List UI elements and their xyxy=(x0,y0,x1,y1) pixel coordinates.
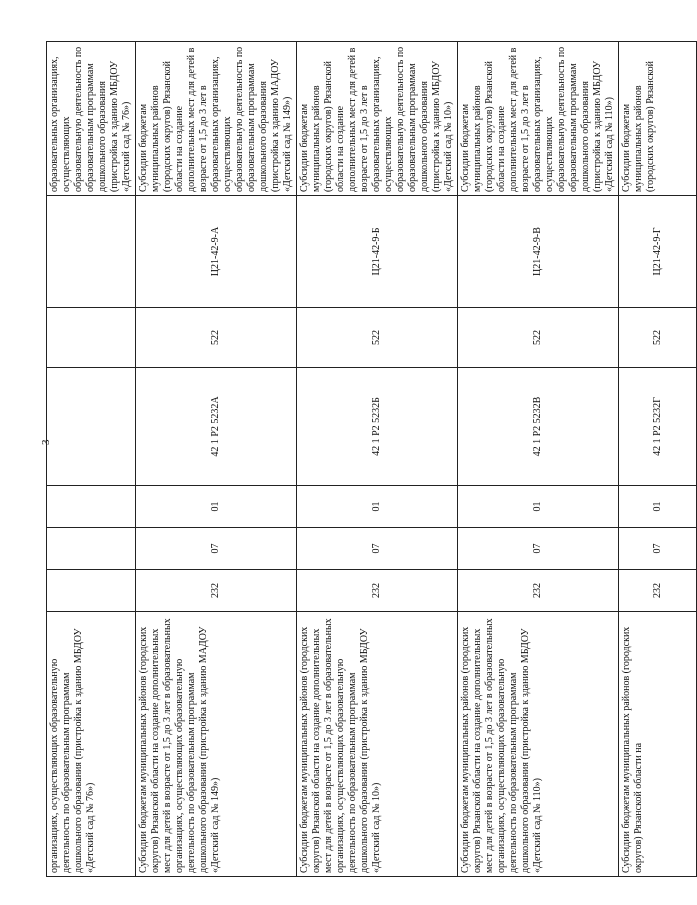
row-subsection: 01 xyxy=(136,486,297,528)
row-expense-type: 522 xyxy=(458,308,619,368)
row-expense-type xyxy=(47,308,136,368)
row-section xyxy=(47,528,136,570)
row-name: Субсидии бюджетам муниципальных районов (городских округов) Рязанской области на создание дополнительных мест для детей в возрасте от 1,5 до 3 лет в образовательных организациях, осуществляющих образовательную деятельность по образовательным программам дошкольного образования (пристройка к зданию МБДОУ «Детский сад № 110») xyxy=(458,612,619,877)
row-section: 07 xyxy=(136,528,297,570)
row-target-article: 42 1 P2 5232В xyxy=(458,368,619,486)
row-code-232: 232 xyxy=(136,570,297,612)
row-purpose-code: Ц21-42-9-Г xyxy=(619,196,697,308)
row-expense-type: 522 xyxy=(297,308,458,368)
row-purpose-code: Ц21-42-9-Б xyxy=(297,196,458,308)
row-code-232: 232 xyxy=(619,570,697,612)
row-name: Субсидии бюджетам муниципальных районов (городских округов) Рязанской области на создание дополнительных мест для детей в возрасте от 1,5 до 3 лет в образовательных организациях, осуществляющих образовательную деятельность по образовательным программам дошкольного образования (пристройка к зданию МАДОУ «Детский сад № 149») xyxy=(136,612,297,877)
row-target-article: 42 1 P2 5232Б xyxy=(297,368,458,486)
row-code-232 xyxy=(47,570,136,612)
row-subsection: 01 xyxy=(458,486,619,528)
row-purpose-code: Ц21-42-9-В xyxy=(458,196,619,308)
row-description: Субсидии бюджетам муниципальных районов (городских округов) Рязанской области на создание дополнительных мест для детей в возрасте от 1,5 до 3 лет в образовательных организациях, осуществляющих образовательную деятельность по образовательным программам дошкольного образования (пристройка к зданию МБДОУ «Детский сад № 10») xyxy=(297,42,458,196)
row-description: образовательных организациях, осуществляющих образовательную деятельность по образовательным программам дошкольного образования (пристройка к зданию МБДОУ «Детский сад № 76») xyxy=(47,42,136,196)
row-section: 07 xyxy=(458,528,619,570)
row-target-article: 42 1 P2 5232А xyxy=(136,368,297,486)
rotated-table-container xyxy=(46,42,663,877)
table-row xyxy=(47,42,136,877)
row-purpose-code xyxy=(47,196,136,308)
row-description: Субсидии бюджетам муниципальных районов (городских округов) Рязанской области на создание дополнительных мест для детей в возрасте от 1,5 до 3 лет в образовательных организациях, осуществляющих образовательную деятельность по образовательным программам дошкольного образования (пристройка к зданию МАДОУ «Детский сад № 149») xyxy=(136,42,297,196)
row-expense-type: 522 xyxy=(136,308,297,368)
row-code-232: 232 xyxy=(458,570,619,612)
page-number: 3 xyxy=(40,439,52,445)
row-code-232: 232 xyxy=(297,570,458,612)
row-section: 07 xyxy=(297,528,458,570)
row-target-article: 42 1 P2 5232Г xyxy=(619,368,697,486)
table-row xyxy=(458,42,619,877)
row-description: Субсидии бюджетам муниципальных районов (городских округов) Рязанской области на создание дополнительных мест для детей в возрасте от 1,5 до 3 лет в образовательных организациях, осуществляющих образовательную деятельность по образовательным программам дошкольного образования (пристройка к зданию МБДОУ «Детский сад № 110») xyxy=(458,42,619,196)
row-name: Субсидии бюджетам муниципальных районов (городских округов) Рязанской области на создание дополнительных мест для детей в возрасте от 1,5 до 3 лет в образовательных организациях, осуществляющих образовательную деятельность по образовательным программам дошкольного образования (пристройка к зданию МБДОУ «Детский сад № 10») xyxy=(297,612,458,877)
row-subsection xyxy=(47,486,136,528)
row-subsection: 01 xyxy=(619,486,697,528)
budget-table xyxy=(46,41,697,877)
table-row xyxy=(136,42,297,877)
row-name: Субсидии бюджетам муниципальных районов (городских округов) Рязанской области на xyxy=(619,612,697,877)
table-row xyxy=(619,42,697,877)
row-subsection: 01 xyxy=(297,486,458,528)
row-target-article xyxy=(47,368,136,486)
row-expense-type: 522 xyxy=(619,308,697,368)
row-section: 07 xyxy=(619,528,697,570)
row-description: Субсидии бюджетам муниципальных районов (городских округов) Рязанской xyxy=(619,42,697,196)
row-name: организациях, осуществляющих образовательную деятельность по образовательным программам дошкольного образования (пристройка к зданию МБДОУ «Детский сад № 76») xyxy=(47,612,136,877)
table-row xyxy=(297,42,458,877)
row-purpose-code: Ц21-42-9-А xyxy=(136,196,297,308)
